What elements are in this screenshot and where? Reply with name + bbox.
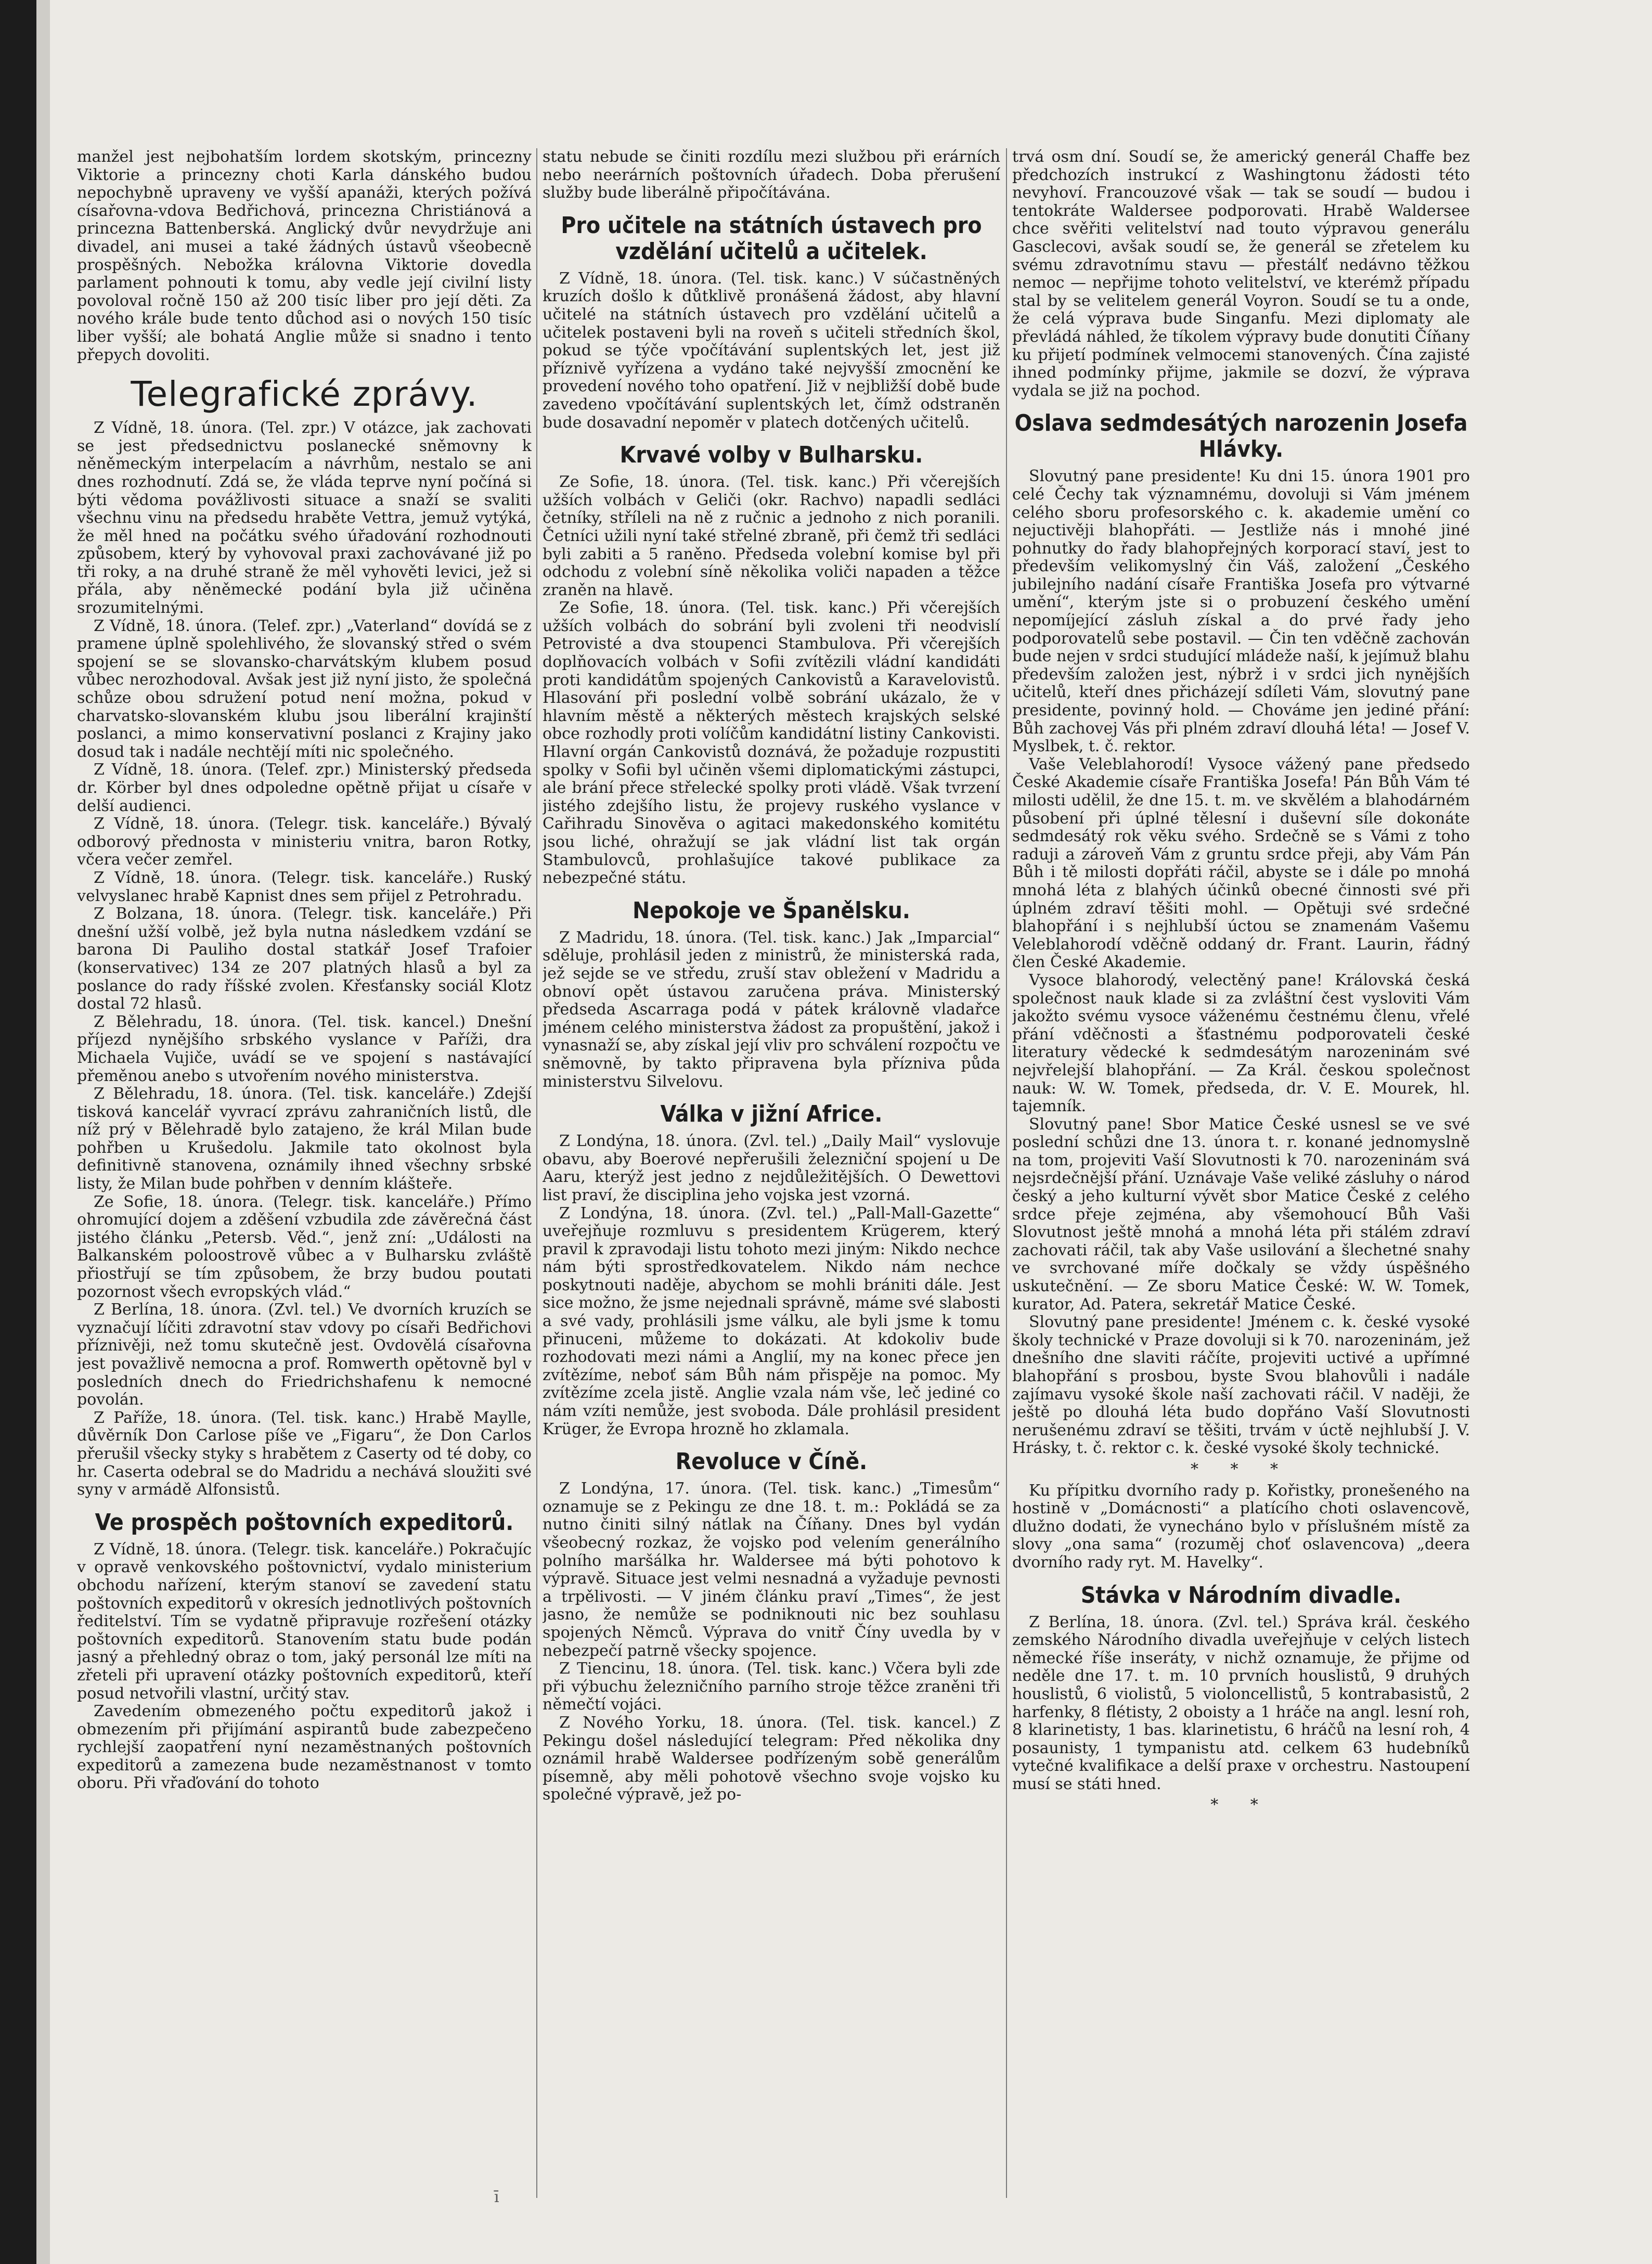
paragraph: Slovutný pane! Sbor Matice České usnesl se ve své poslední schůzi dne 13. února t. r. konané jednomyslně na tom, projeviti Vaší Slovutnosti k 70. narozeninám svá nejsrdečnější přání. Uznávaje Vaše veliké zásluhy o národ český a jeho kulturní vývět sbor Matice České z celého srdce přeje zejména, aby všemohoucí Bůh Vaši Slovutnost ještě mnohá a mnohá léta při stálém zdraví zachovati ráčil, tak aby Vaše usilování a šlechetné snahy ve svrchované míře dočkaly se vždy úspěšného uskutečnění. — Ze sboru Matice České: W. W. Tomek, kurator, Ad. Patera, sekretář Matice České. <box>1012 1115 1470 1314</box>
scan-gutter <box>36 0 50 2264</box>
article-heading: Pro učitele na státních ústavech pro vzdělání učitelů a učitelek. <box>561 212 982 265</box>
news-item: Z Vídně, 18. února. (Telegr. tisk. kanceláře.) Pokračujíc v opravě venkovského poštovnictví, vydalo ministerium obchodu nařízení, kterým stanoví se zavedení statu poštovních expeditorů v okresích jednotlivých poštovních ředitelství. Tím se vydatně připravuje rozřešení otázky poštovních expeditorů. Stanovením statu bude podán jasný a přehledný obraz o tom, jaký personál lze míti na zřeteli při upravení otázky poštovních expeditorů, kteří posud netvořili vlastní, určitý stav. <box>77 1540 532 1703</box>
news-item: Z Bělehradu, 18. února. (Tel. tisk. kanceláře.) Zdejší tisková kancelář vyvrací zprávu zahraničních listů, dle níž prý v Bělehradě bylo zatajeno, že král Milan bude pohřben u Krušedolu. Jakmile tato okolnost byla definitivně stanovena, oznámily ihned všechny srbské listy, že Milan bude pohřben v denním klášteře. <box>77 1085 532 1193</box>
paragraph: Slovutný pane presidente! Jménem c. k. české vysoké školy technické v Praze dovoluji si k 70. narozeninám, jež dnešního dne slaviti ráčíte, projeviti uctivé a upřímné blahopřání s prosbou, byste Svou blahovůli i nadále zajímavu vysoké škole naší zachovati ráčil. V naději, že ještě po dlouhá léta budo dopřáno Vaší Slovutnosti nerušenému zdraví se těšiti, trvám v úctě nejhlubší J. V. Hrásky, t. č. rektor c. k. české vysoké školy technické. <box>1012 1313 1470 1458</box>
separator-stars: * * * <box>1190 1460 1292 1478</box>
separator-stars: * * <box>1210 1796 1272 1815</box>
news-item: Ze Sofie, 18. února. (Tel. tisk. kanc.) Při včerejších užších volbách v Geliči (okr. Rachvo) napadli sedláci četníky, stříleli na ně z ručnic a jednoho z nich poranili. Četníci užili nyní také střelné zbraně, při čemž tři sedláci byli zabiti a 5 raněno. Předseda volební komise byl při odchodu z volební síně několika voliči napaden a těžce zraněn na hlavě. <box>543 473 1000 599</box>
paragraph: Vysoce blahorodý, velectěný pane! Královská česká společnost nauk klade si za zvláštní čest vysloviti Vám jakožto svému vysoce váženému čestnému členu, vřelé přání vděčnosti a šťastnému podporovateli české literatury vědecké k sedmdesátým narozeninám své nejvřelejší blahopřání. — Za Král. českou společnost nauk: W. W. Tomek, předseda, dr. V. E. Mourek, hl. tajemník. <box>1012 971 1470 1116</box>
article-heading: Krvavé volby v Bulharsku. <box>620 442 923 469</box>
column-rule <box>1006 148 1007 2198</box>
article-heading: Válka v jižní Africe. <box>660 1101 883 1128</box>
news-item: Z Vídně, 18. února. (Telef. zpr.) „Vaterland“ dovídá se z pramene úplně spolehlivého, že slovanský střed o svém spojení se se slovansko-charvátským klubem posud vůbec nerozhodoval. Avšak jest již nyní jisto, že společná schůze obou sdružení potud není možna, pokud v charvatsko-slovanském klubu jsou liberální krajinští poslanci, a mimo konservativní poslanci z Krajiny jako dosud tak i nadále nechtějí míti nic společného. <box>77 616 532 761</box>
article-heading: Ve prospěch poštovních expeditorů. <box>95 1509 514 1536</box>
paragraph: trvá osm dní. Soudí se, že americký generál Chaffe bez předchozích instrukcí z Washingtonu žádosti této nevyhoví. Francouzové však — tak se soudí — budou i tentokráte Waldersee podporovati. Hrabě Waldersee chce svěřiti velitelství nad touto výpravou generálu Gasclecovi, avšak soudí se, že generál se zřetelem ku svému zdravotnímu stavu — přestálť nedávno těžkou nemoc — nepřijme tohoto velitelství, ve kterémž případu stal by se velitelem generál Voyron. Soudí se tu a onde, že celá výprava bude Singanfu. Mezi diplomaty ale převládá náhled, že tíkolem výpravy bude donutiti Číňany ku přijetí podmínek velmocemi stanovených. Čína zajisté ihned podmínky přijme, jakmile se dozví, že výprava vydala se již na pochod. <box>1012 148 1470 400</box>
news-item: Z Vídně, 18. února. (Tel. zpr.) V otázce, jak zachovati se jest předsednictvu poslanecké sněmovny k něněmeckým interpelacím a návrhům, nestalo se ani dnes rozhodnutí. Zdá se, že vláda teprve nyní počíná si býti vědoma povážlivosti situace a snaží se svaliti všechnu vinu na předsedu hraběte Vettra, jemuž vytýká, že měl hned na počátku svého úřadování rozhodnouti způsobem, který by vyhovoval praxi zachovávané již po tři roky, a na druhé straně že měl vyhověti levici, jež si přála, aby něněmecké podání byla již učiněna srozumitelnými. <box>77 419 532 618</box>
news-item: Z Tiencinu, 18. února. (Tel. tisk. kanc.) Včera byli zde při výbuchu železničního parního stroje těžce zraněni tři němečtí vojáci. <box>543 1660 1000 1714</box>
section-heading-telegrams: Telegrafické zprávy. <box>131 374 478 415</box>
paragraph: manžel jest nejbohatším lordem skotským, princezny Viktorie a princezny choti Karla dánského budou nepochybně upraveny ve vyšší apanáži, kterých požívá císařovna-vdova Bedřichová, princezna Christiánová a princezna Battenberská. Anglický dvůr nevydržuje ani divadel, ani musei a také žádných ústavů všeobecně prospěšných. Nebožka královna Viktorie dovedla parlament pohnouti k tomu, aby vedle její civilní listy povoloval ročně 150 až 200 tisíc liber pro její děti. Za nového krále bude tento důchod asi o nových 150 tisíc liber vyšší; ale bohatá Anglie může si snadno i tento přepych dovoliti. <box>77 148 532 364</box>
article-heading: Oslava sedmdesátých narozenin Josefa Hlávky. <box>1014 410 1468 463</box>
news-item: Z Paříže, 18. února. (Tel. tisk. kanc.) Hrabě Maylle, důvěrník Don Carlose píše ve „Figaru“, že Don Carlos přerušil všecky styky s hrabětem z Caserty od té doby, co hr. Caserta odebral se do Madridu a nechává sloužiti své syny v armádě Alfonsistů. <box>77 1408 532 1499</box>
news-item: Z Bělehradu, 18. února. (Tel. tisk. kancel.) Dnešní příjezd nynějšího srbského vyslance v Paříži, dra Michaela Vujiče, uvádí se ve spojení s nastávající přeměnou anebo s utvořením nového ministerstva. <box>77 1012 532 1085</box>
page-footer-mark: ī <box>494 2188 499 2206</box>
news-item: Z Londýna, 17. února. (Tel. tisk. kanc.) „Timesům“ oznamuje se z Pekingu ze dne 18. t. m.: Pokládá se za nutno činiti silný nátlak na Číňany. Dnes byl vydán všeobecný rozkaz, že vojsko pod velením generálního polního maršálka hr. Waldersee má býti pohotovo k výpravě. Situace jest velmi nesnadná a vyžaduje pevnosti a trpělivosti. — V jiném článku praví „Times“, že jest jasno, že nemůže se podniknouti nic bez souhlasu spojených Němců. Výprava do vnitř Číny uvedla by v nebezpečí patrně všecky spojence. <box>543 1480 1000 1660</box>
news-item: Z Vídně, 18. února. (Tel. tisk. kanc.) V súčastněných kruzích došlo k důtklivě pronášená žádost, aby hlavní učitelé na státních ústavech pro vzdělání učitelů a učitelek postaveni byli na roveň s učiteli středních škol, pokud se týče vpočítávání suplentských let, jest již příznivě vyřízena a vydáno také nejvyšší zmocnění ke provedení nového toho opatření. Již v nejbližší době bude zavedeno vpočítávání suplentských let, čímž odstraněn bude dosavadní nepoměr v platech dotčených učitelů. <box>543 269 1000 432</box>
column-rule <box>536 148 537 2198</box>
news-item: Z Vídně, 18. února. (Telegr. tisk. kanceláře.) Ruský velvyslanec hrabě Kapnist dnes sem přijel z Petrohradu. <box>77 868 532 905</box>
article-heading: Nepokoje ve Španělsku. <box>633 897 910 924</box>
news-item: Z Madridu, 18. února. (Tel. tisk. kanc.) Jak „Imparcial“ sděluje, prohlásil jeden z ministrů, že ministerská rada, jež sejde se ve středu, zruší stav obležení v Madridu a obnoví opět ústavou zaručena práva. Ministerský předseda Ascarraga podá v pátek královně vladařce jménem celého ministerstva žádost za propuštění, jakož i vynasnaží se, aby získal její vliv pro schválení rozpočtu ve sněmovně, by takto připravena byla přízniva půda ministerstvu Silvelovu. <box>543 928 1000 1091</box>
paragraph: statu nebude se činiti rozdílu mezi službou při erárních nebo neerárních poštovních úřadech. Doba přerušení služby bude liberálně připočítávána. <box>543 148 1000 202</box>
column-1 <box>77 148 532 2203</box>
news-item: Ze Sofie, 18. února. (Telegr. tisk. kanceláře.) Přímo ohromující dojem a zděšení vzbudila zde závěrečná část jistého článku „Petersb. Věd.“, jenž zní: „Události na Balkanském poloostrově vůbec a v Bulharsku zvláště přiostřují se tím způsobem, že brzy budou poutati pozornost všech evropských vlád.“ <box>77 1192 532 1301</box>
news-item: Z Nového Yorku, 18. února. (Tel. tisk. kancel.) Z Pekingu došel následující telegram: Před několika dny oznámil hrabě Waldersee podřízeným sobě generálům písemně, aby měli pohotově všechno svoje vojsko ku společné výpravě, jež po- <box>543 1713 1000 1804</box>
news-item: Z Bolzana, 18. února. (Telegr. tisk. kanceláře.) Při dnešní užší volbě, jež byla nutna následkem vzdání se barona Di Pauliho dostal statkář Josef Trafoier (konservativec) 134 ze 207 platných hlasů a byl za poslance do rady říšské zvolen. Křesťansky sociál Klotz dostal 72 hlasů. <box>77 905 532 1013</box>
news-item: Z Vídně, 18. února. (Telegr. tisk. kanceláře.) Bývalý odborový přednosta v ministeriu vnitra, baron Rotky, včera večer zemřel. <box>77 815 532 869</box>
column-2 <box>543 148 1000 2203</box>
scan-dark-edge <box>0 0 36 2264</box>
article-heading: Revoluce v Číně. <box>675 1448 868 1475</box>
news-item: Z Berlína, 18. února. (Zvl. tel.) Správa král. českého zemského Národního divadla uveřejňuje v celých listech německé říše inseráty, v nichž oznamuje, že přijme od neděle dne 17. t. m. 10 prvních houslistů, 9 druhých houslistů, 6 violistů, 5 violoncellistů, 5 kontrabasistů, 2 harfenky, 8 flétisty, 2 oboisty a 1 hráče na angl. lesní roh, 8 klarinetisty, 1 bas. klarinetistu, 6 hráčů na lesní roh, 4 posaunisty, 1 tympanistu atd. celkem 63 hudebníků vytečné kvalifikace a delší praxe v orchestru. Nastoupení musí se státi hned. <box>1012 1613 1470 1793</box>
paragraph: Slovutný pane presidente! Ku dni 15. února 1901 pro celé Čechy tak významnému, dovoluji si Vám jménem celého sboru profesorského c. k. akademie umění co nejuctivěji blahopřáti. — Jestliže nás i mnohé jiné pohnutky do řady blahopřejných korporací staví, jest to především velikomyslný čin Váš, založení „Českého jubilejního nadání císaře Františka Josefa pro výtvarné umění“, kterým jste si o probuzení českého umění nepomíjející zásluh získal a do prvé řady jeho podporovatelů sebe postavil. — Čin ten vděčně zachován bude nejen v srdci studující mládeže naší, k jejímuž blahu především založen jest, nýbrž i v srdci jich nynějších učitelů, kteří dnes přicházejí sdíleti Vám, slovutný pane presidente, povinný hold. — Chováme jen jediné přání: Bůh zachovej Vás při plném zdraví dlouhá léta! — Josef V. Myslbek, t. č. rektor. <box>1012 467 1470 756</box>
article-heading: Stávka v Národním divadle. <box>1080 1581 1402 1609</box>
column-3 <box>1012 148 1470 2203</box>
paragraph: Zavedením obmezeného počtu expeditorů jakož i obmezením při přijímání aspirantů bude zabezpečeno rychlejší zaopatření nyní nezaměstnaných poštovních expeditorů a zamezena bude nezaměstnanost v tomto oboru. Při vřaďování do tohoto <box>77 1702 532 1793</box>
paragraph: Ku přípitku dvorního rady p. Kořistky, pronešeného na hostině v „Domácnosti“ a platícího choti oslavencově, dlužno dodati, že vynecháno bylo v příslušném místě za slovy „ona sama“ (rozuměj choť oslavencova) „deera dvorního rady ryt. M. Havelky“. <box>1012 1481 1470 1572</box>
news-item: Ze Sofie, 18. února. (Tel. tisk. kanc.) Při včerejších užších volbách do sobrání byli zvoleni tři neodvislí Petrovisté a dva stoupenci Stambulova. Při včerejších doplňovacích volbách v Sofii zvítězili vládní kandidáti proti kandidátům spojených Cankovistů a Karavelovistů. Hlasování při poslední volbě sobrání ukázalo, že v hlavním městě a některých městech krajských selské obce rozhodly proti volíčům kandidátní listiny Cankovisti. Hlavní orgán Cankovistů doznává, že požaduje rozpustiti spolky v Sofii byl učiněn všemi diplomatickými zástupci, ale brání přece střelecké spolky proti vládě. Však tvrzení jistého zdejšího listu, že projevy ruského vyslance v Cařihradu Sinověva o agitaci makedonského komitétu jsou liché, ohražují se jak vládní list tak orgán Stambulovců, prohlašujíce takové publikace za nebezpečné státu. <box>543 599 1000 887</box>
paragraph: Vaše Veleblahorodí! Vysoce vážený pane předsedo České Akademie císaře Františka Josefa! Pán Bůh Vám té milosti udělil, že dne 15. t. m. ve skvělém a blahodárném působení při úplné tělesní i duševní síle dokonáte sedmdesátý rok věku svého. Srdečně se s Vámi z toho raduji a zároveň Vám z gruntu srdce přeji, aby Vám Pán Bůh i tě milosti dopřáti ráčil, abyste se i dále po mnohá mnohá léta z blahých účinků obecné činnosti své při úplném zdraví těšiti mohl. — Opětuji své srdečné blahopřání i s nejhlubší úctou se znamenám Vašemu Veleblahorodí vděčně oddaný dr. Frant. Laurin, řádný člen České Akademie. <box>1012 755 1470 972</box>
news-item: Z Berlína, 18. února. (Zvl. tel.) Ve dvorních kruzích se vyznačují líčiti zdravotní stav vdovy po císaři Bedřichovi příznivěji, než tomu skutečně jest. Ovdovělá císařovna jest považlivě nemocna a prof. Romwerth opětovně byl v posledních dnech do Friedrichshafenu k nemocné povolán. <box>77 1301 532 1409</box>
news-item: Z Vídně, 18. února. (Telef. zpr.) Ministerský předseda dr. Körber byl dnes odpoledne opětně přijat u císaře v delší audienci. <box>77 761 532 815</box>
news-item: Z Londýna, 18. února. (Zvl. tel.) „Pall-Mall-Gazette“ uveřejňuje rozmluvu s presidentem Krügerem, který pravil k zpravodaji listu tohoto mezi jiným: Nikdo nechce nám býti sprostředkovatelem. Nikdo nám nechce poskytnouti naděje, abychom se mohli brániti dále. Jest sice možno, že jsme nejednali správně, máme své slabosti a své vady, prohlásili jsme válku, ale byli jsme k tomu přinuceni, můžeme to dokázati. At kdokoliv bude rozhodovati mezi námi a Anglií, my na konec přece jen zvítězíme, neboť sám Bůh nám přispěje na pomoc. My zvítězíme zcela jistě. Anglie vzala nám vše, leč jediné co nám vzíti nemůže, jest svoboda. Dále prohlásil president Krüger, že Evropa hrozně ho zklamala. <box>543 1204 1000 1438</box>
news-item: Z Londýna, 18. února. (Zvl. tel.) „Daily Mail“ vyslovuje obavu, aby Boerové nepřerušili železniční spojení u De Aaru, kterýž jest jedno z nejdůležitějších. O Dewettovi list praví, že disciplina jeho vojska jest vzorná. <box>543 1132 1000 1204</box>
